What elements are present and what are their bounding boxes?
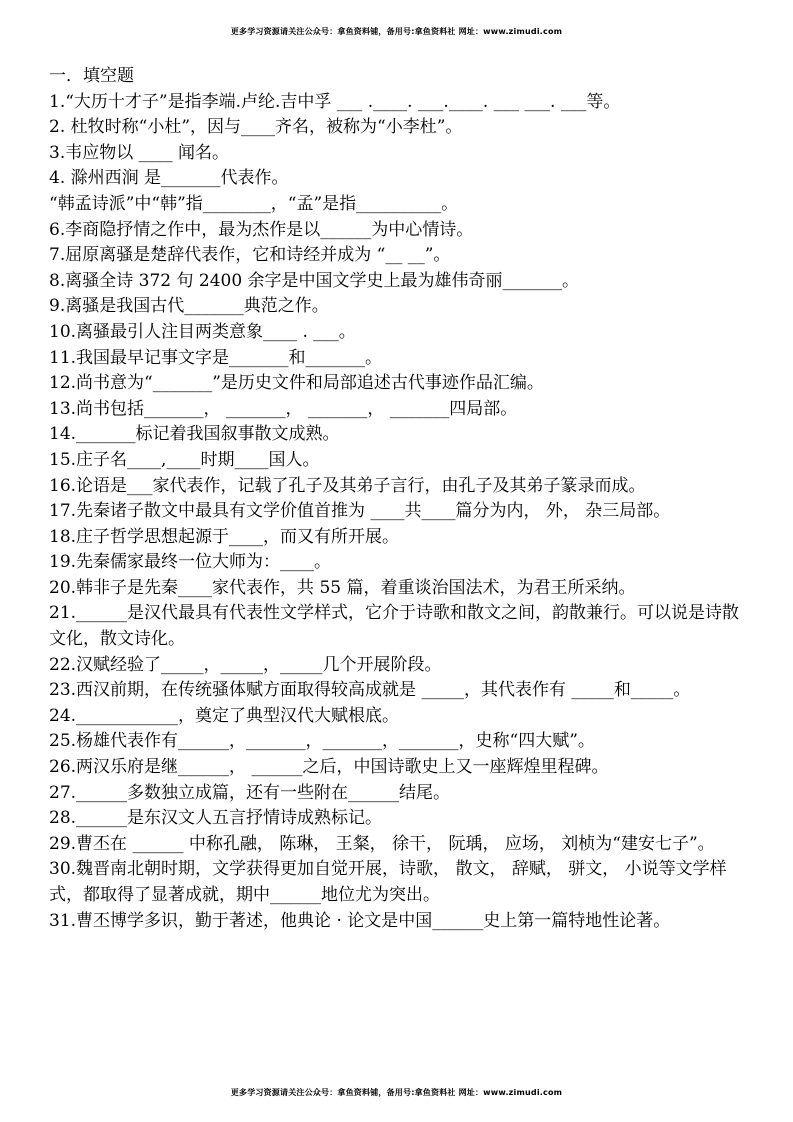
question-17: 17.先秦诸子散文中最具有文学价值首推为 ____共____篇分为内， 外， 杂三局部。 xyxy=(49,501,671,522)
document-body xyxy=(49,64,749,934)
question-2: 2. 杜牧时称“小杜”，因与____齐名，被称为“小李杜”。 xyxy=(49,117,463,138)
question-14: 14._______标记着我国叙事散文成熟。 xyxy=(49,424,340,445)
question-9: 9.离骚是我国古代_______典范之作。 xyxy=(49,296,329,317)
question-30: 30.魏晋南北朝时期，文学获得更加自觉开展，诗歌， 散文， 辞赋， 骈文， 小说等文学样式，都取得了显著成就，期中______地位尤为突出。 xyxy=(49,859,727,905)
question-1: 1.“大历十才子”是指李端.卢纶.吉中孚 ___ .____. ___.____. ___ ___. ___等。 xyxy=(49,91,621,112)
question-28: 28.______是东汉文人五言抒情诗成熟标记。 xyxy=(49,808,383,829)
question-20: 20.韩非子是先秦____家代表作，共 55 篇，着重谈治国法术，为君王所采纳。 xyxy=(49,577,636,598)
question-26: 26.两汉乐府是继______， ______之后，中国诗歌史上又一座辉煌里程碑。 xyxy=(49,757,609,778)
question-21: 21.______是汉代最具有代表性文学样式，它介于诗歌和散文之间，韵散兼行。可以说是诗散文化，散文诗化。 xyxy=(49,603,740,650)
question-6: 6.李商隐抒情之作中，最为杰作是以______为中心情诗。 xyxy=(49,219,474,240)
question-8: 8.离骚全诗 372 句 2400 余字是中国文学史上最为雄伟奇丽_______。 xyxy=(49,270,580,291)
question-15: 15.庄子名____,____时期____国人。 xyxy=(49,449,320,470)
question-16: 16.论语是___家代表作，记载了孔子及其弟子言行，由孔子及其弟子篆录而成。 xyxy=(49,475,646,496)
question-19: 19.先秦儒家最终一位大师为：____。 xyxy=(49,552,332,573)
section-title: 一．填空题 xyxy=(49,66,134,86)
page-header-note: 更多学习资源请关注公众号：拿鱼资料铺，备用号:拿鱼资料社 网址：www.zimudi.com xyxy=(230,27,563,36)
question-18: 18.庄子哲学思想起源于____，而又有所开展。 xyxy=(49,526,400,547)
question-5: “韩孟诗派”中“韩”指________，“孟”是指__________。 xyxy=(49,193,459,214)
question-7: 7.屈原离骚是楚辞代表作，它和诗经并成为 “__ __”。 xyxy=(49,245,451,266)
question-13: 13.尚书包括_______， _______， _______， _______四局部。 xyxy=(49,398,518,419)
question-11: 11.我国最早记事文字是_______和_______。 xyxy=(49,347,383,368)
question-24: 24.____________，奠定了典型汉代大赋根底。 xyxy=(49,705,400,726)
question-31: 31.曹丕博学多识，勤于著述，他典论 · 论文是中国______史上第一篇特地性论著。 xyxy=(49,910,671,931)
question-12: 12.尚书意为“_______”是历史文件和局部追述古代事迹作品汇编。 xyxy=(49,373,544,394)
question-23: 23.西汉前期，在传统骚体赋方面取得较高成就是 _____，其代表作有 _____和_____。 xyxy=(49,680,691,701)
question-29: 29.曹丕在 ______ 中称孔融， 陈琳， 王粲， 徐干， 阮瑀， 应场， 刘桢为“建安七子”。 xyxy=(49,833,715,854)
question-22: 22.汉赋经验了_____，_____，_____几个开展阶段。 xyxy=(49,654,442,675)
question-25: 25.杨雄代表作有______，_______，_______，_______，史称“四大赋”。 xyxy=(49,731,595,752)
question-27: 27.______多数独立成篇，还有一些附在______结尾。 xyxy=(49,782,451,803)
question-10: 10.离骚最引人注目两类意象____ . ___。 xyxy=(49,321,356,342)
question-3: 3.韦应物以 ____ 闻名。 xyxy=(49,142,230,163)
page-footer-note: 更多学习资源请关注公众号：拿鱼资料铺，备用号:拿鱼资料社 网址：www.zimudi.com xyxy=(230,1088,563,1097)
question-4: 4. 滁州西涧 是_______代表作。 xyxy=(49,168,289,189)
